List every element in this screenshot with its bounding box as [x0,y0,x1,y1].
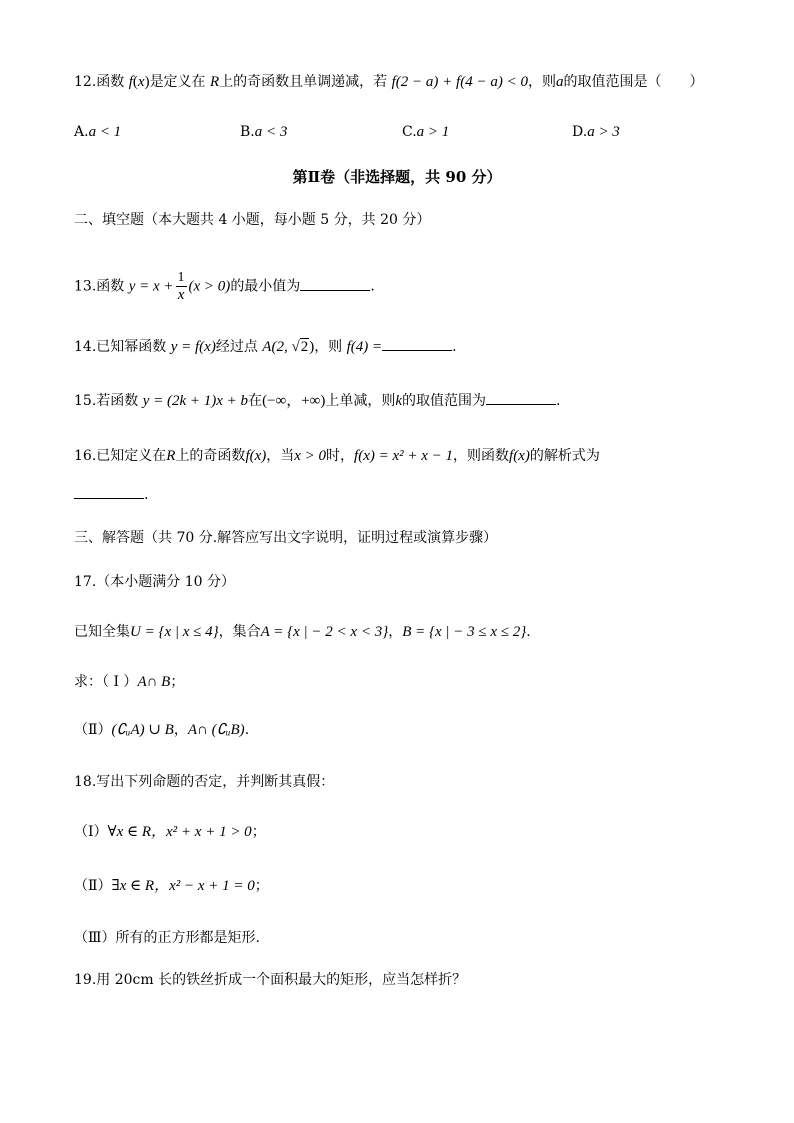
section-3-title: 三、解答题（共 70 分.解答应写出文字说明，证明过程或演算步骤） [74,530,498,546]
section-2-title: 第Ⅱ卷（非选择题，共 90 分） [292,168,502,186]
q17-heading: 17.（本小题满分 10 分） [74,574,235,590]
q16-stem: 16.已知定义在R上的奇函数f(x)，当x > 0时，f(x) = x² + x − 1，则函数f(x)的解析式为 [74,448,600,464]
q16-answer-line: . [74,484,148,505]
q18-heading: 18.写出下列命题的否定，并判断其真假： [74,774,335,790]
q18-part-3: （Ⅲ）所有的正方形都是矩形. [74,930,260,946]
q12-number: 12. [74,74,97,90]
q12-stem: 12.函数 f(x)是定义在 R上的奇函数且单调递减，若 f(2 − a) + f(4 − a) < 0，则a的取值范围是（ ） [74,74,704,90]
q13-stem: 13.函数 y = x + $\frac{1}{x}$ (x > 0)的最小值为 . [74,270,375,303]
section-2-subtitle: 二、填空题（本大题共 4 小题，每小题 5 分，共 20 分） [74,212,431,228]
q17-part-1: 求：（ Ⅰ ）A∩ B； [74,674,185,690]
q15-answer-blank[interactable] [486,390,556,405]
q12-condition: f(2 − a) + f(4 − a) < 0 [391,74,528,90]
q15-stem: 15.若函数 y = (2k + 1)x + b在(−∞，+∞)上单减，则k的取值范围为 . [74,390,560,411]
q14-answer-blank[interactable] [382,336,452,351]
q12-option-a[interactable]: A.a < 1 [74,124,122,140]
q18-part-1: （Ⅰ）∀x ∈ R，x² + x + 1 > 0； [74,824,266,840]
q19-stem: 19.用 20cm 长的铁丝折成一个面积最大的矩形，应当怎样折？ [74,972,467,988]
q12-option-c[interactable]: C.a > 1 [402,124,450,140]
q17-given: 已知全集U = {x | x ≤ 4}，集合A = {x | − 2 < x < 3}，B = {x | − 3 ≤ x ≤ 2}. [74,624,531,640]
q13-fraction: $\frac{1}{x}$ [177,270,185,303]
q12-options [74,122,714,142]
q12-option-b[interactable]: B.a < 3 [240,124,288,140]
q14-stem: 14.已知幂函数 y = f(x)经过点 A(2, √2)，则 f(4) = . [74,336,457,357]
q12-option-d[interactable]: D.a > 3 [572,124,620,140]
q18-part-2: （Ⅱ）∃x ∈ R，x² − x + 1 = 0； [74,878,269,894]
q16-answer-blank[interactable] [74,484,144,499]
q13-answer-blank[interactable] [300,276,370,291]
q17-part-2: （Ⅱ）(∁ᵤA) ∪ B，A∩ (∁ᵤB). [74,722,250,738]
